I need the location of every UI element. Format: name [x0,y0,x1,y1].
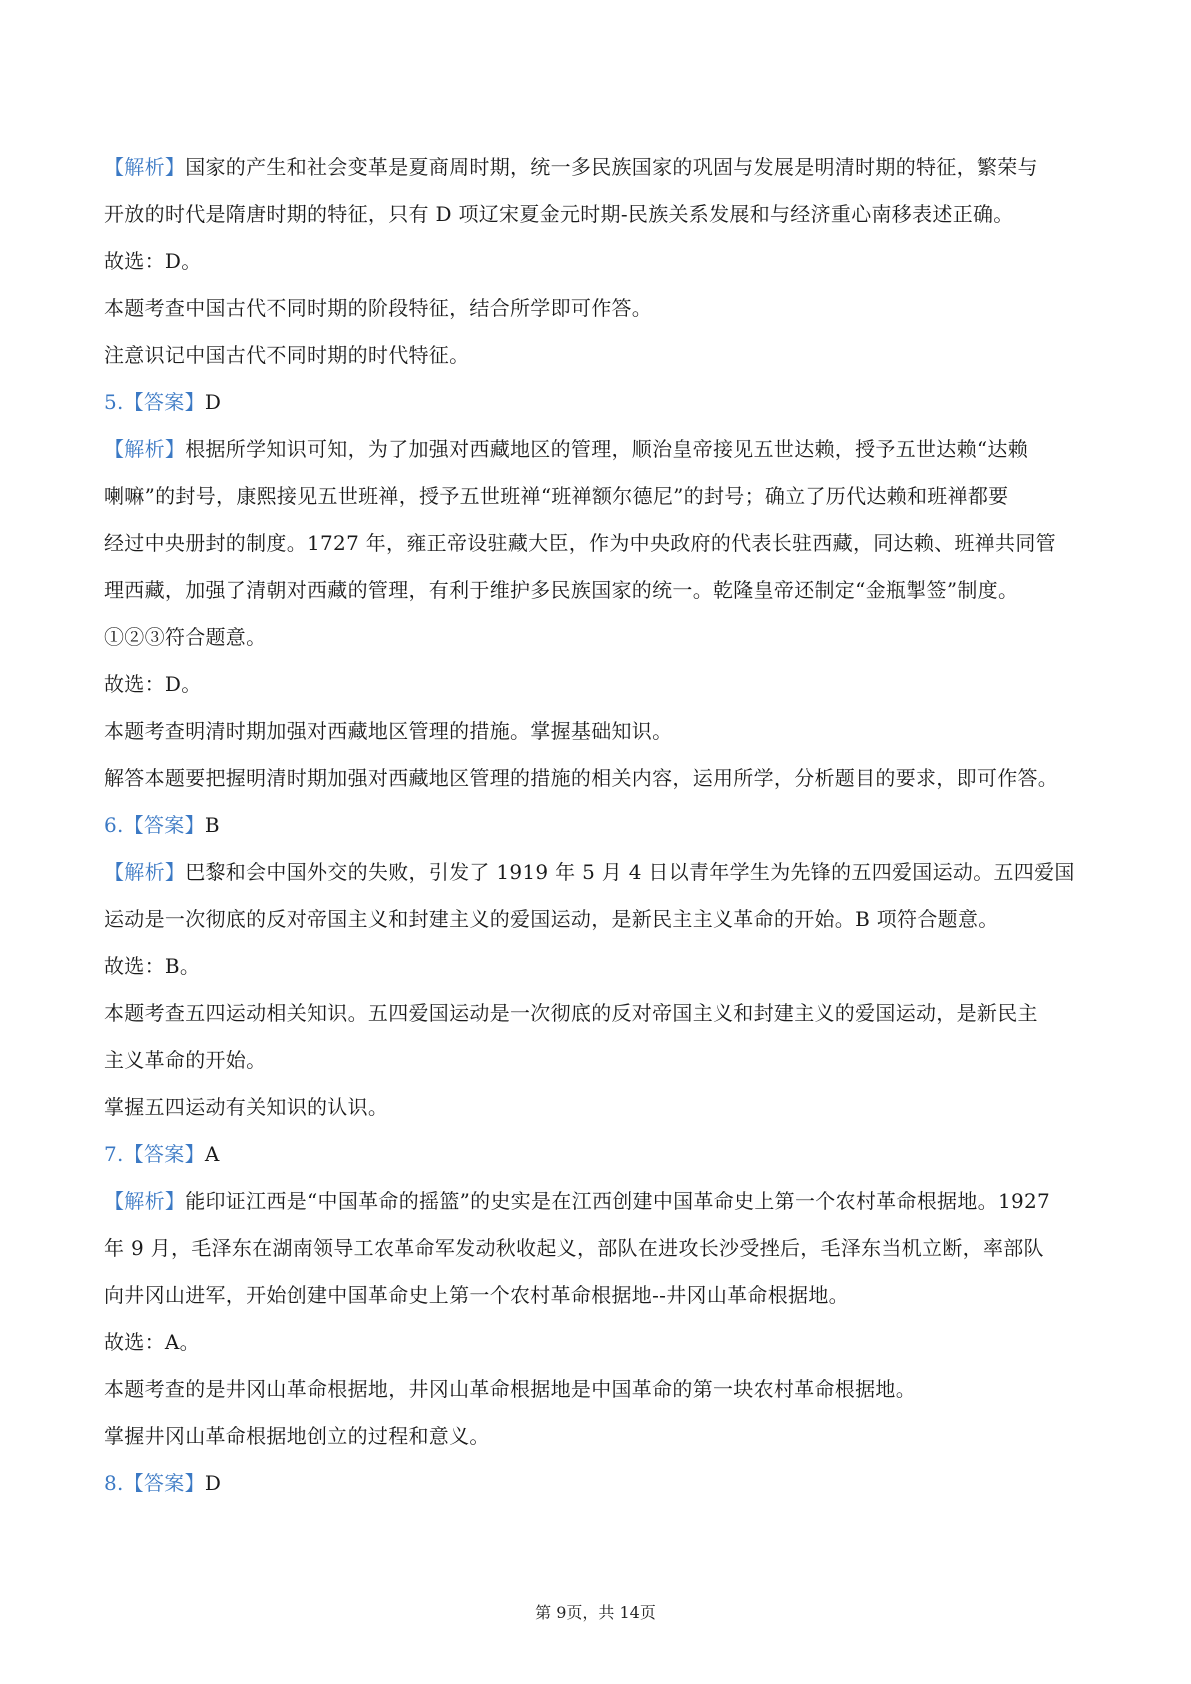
line-text: 国家的产生和社会变革是夏商周时期，统一多民族国家的巩固与发展是明清时期的特征，繁荣与 [185,155,1038,179]
text-line [104,802,1092,849]
text-line [104,849,1092,896]
text-line [104,567,1092,614]
line-text: 能印证江西是“中国革命的摇篮”的史实是在江西创建中国革命史上第一个农村革命根据地。1927 [185,1189,1051,1213]
text-line [104,144,1092,191]
answer-label: 5.【答案】 [104,390,205,414]
text-line [104,1084,1092,1131]
line-text: 掌握五四运动有关知识的认识。 [104,1095,389,1119]
text-line [104,1131,1092,1178]
text-line [104,614,1092,661]
text-line [104,1272,1092,1319]
analysis-label: 【解析】 [104,155,186,179]
page-footer: 第 9页，共 14页 [535,1603,656,1622]
line-text: 经过中央册封的制度。1727 年，雍正帝设驻藏大臣，作为中央政府的代表长驻西藏，同达赖、班禅共同管 [104,531,1056,555]
text-line [104,1037,1092,1084]
line-text: 注意识记中国古代不同时期的时代特征。 [104,343,470,367]
line-text: 本题考查的是井冈山革命根据地，井冈山革命根据地是中国革命的第一块农村革命根据地。 [104,1377,916,1401]
text-line [104,1225,1092,1272]
line-text: 故选：D。 [104,672,202,696]
line-text: D [204,1471,222,1495]
text-line [104,473,1092,520]
line-text: 向井冈山进军，开始创建中国革命史上第一个农村革命根据地--井冈山革命根据地。 [104,1283,849,1307]
text-line [104,755,1092,802]
line-text: 解答本题要把握明清时期加强对西藏地区管理的措施的相关内容，运用所学，分析题目的要求，即可作答。 [104,766,1059,790]
text-line [104,379,1092,426]
text-line [104,896,1092,943]
line-text: 巴黎和会中国外交的失败，引发了 1919 年 5 月 4 日以青年学生为先锋的五四爱国运动。五四爱国 [185,860,1075,884]
text-line [104,285,1092,332]
analysis-label: 【解析】 [104,437,186,461]
text-line [104,332,1092,379]
line-text: 年 9 月，毛泽东在湖南领导工农革命军发动秋收起义，部队在进攻长沙受挫后，毛泽东当机立断，率部队 [104,1236,1044,1260]
line-text: 本题考查中国古代不同时期的阶段特征，结合所学即可作答。 [104,296,653,320]
text-line [104,520,1092,567]
text-line [104,191,1092,238]
line-text: 理西藏，加强了清朝对西藏的管理，有利于维护多民族国家的统一。乾隆皇帝还制定“金瓶掣签”制度。 [104,578,1019,602]
line-text: 开放的时代是隋唐时期的特征，只有 D 项辽宋夏金元时期-民族关系发展和与经济重心南移表述正确。 [104,202,1014,226]
text-line [104,238,1092,285]
line-text: 主义革命的开始。 [104,1048,267,1072]
analysis-label: 【解析】 [104,860,186,884]
text-line [104,708,1092,755]
line-text: 本题考查明清时期加强对西藏地区管理的措施。掌握基础知识。 [104,719,673,743]
line-text: 喇嘛”的封号，康熙接见五世班禅，授予五世班禅“班禅额尔德尼”的封号；确立了历代达赖和班禅都要 [104,484,1009,508]
analysis-label: 【解析】 [104,1189,186,1213]
text-line [104,1413,1092,1460]
text-line [104,1178,1092,1225]
text-line [104,943,1092,990]
line-text: ①②③符合题意。 [104,625,267,649]
document-body [104,144,1092,1507]
text-line [104,1460,1092,1507]
line-text: 故选：A。 [104,1330,200,1354]
text-line [104,990,1092,1037]
line-text: D [204,390,222,414]
line-text: 故选：B。 [104,954,201,978]
text-line [104,1366,1092,1413]
answer-label: 8.【答案】 [104,1471,205,1495]
line-text: 运动是一次彻底的反对帝国主义和封建主义的爱国运动，是新民主主义革命的开始。B 项符合题意。 [104,907,999,931]
answer-label: 6.【答案】 [104,813,205,837]
line-text: A [204,1142,220,1166]
text-line [104,661,1092,708]
text-line [104,426,1092,473]
line-text: 本题考查五四运动相关知识。五四爱国运动是一次彻底的反对帝国主义和封建主义的爱国运动，是新民主 [104,1001,1038,1025]
line-text: 故选：D。 [104,249,202,273]
line-text: B [204,813,220,837]
answer-label: 7.【答案】 [104,1142,205,1166]
text-line [104,1319,1092,1366]
line-text: 掌握井冈山革命根据地创立的过程和意义。 [104,1424,490,1448]
line-text: 根据所学知识可知，为了加强对西藏地区的管理，顺治皇帝接见五世达赖，授予五世达赖“达赖 [185,437,1029,461]
